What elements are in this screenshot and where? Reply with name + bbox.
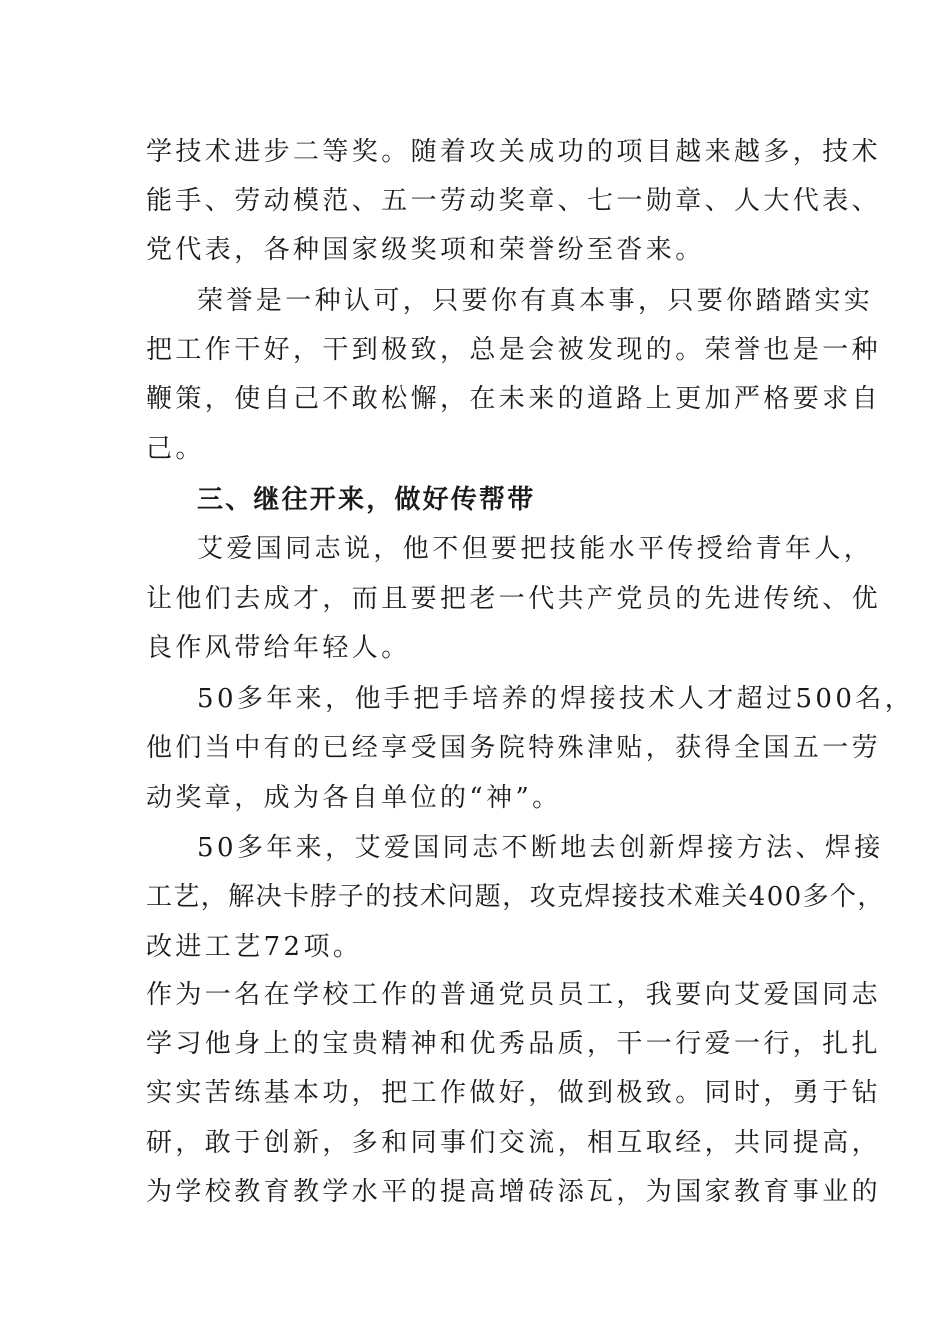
text-line: 作为一名在学校工作的普通党员员工，我要向艾爱国同志 [146, 980, 882, 1010]
text-line: 把工作干好，干到极致，总是会被发现的。荣誉也是一种 [146, 335, 882, 365]
text-line: 良作风带给年轻人。 [146, 633, 411, 663]
text-line: 工艺，解决卡脖子的技术问题，攻克焊接技术难关400多个， [146, 882, 885, 912]
text-line: 改进工艺72项。 [146, 932, 363, 962]
text-line: 为学校教育教学水平的提高增砖添瓦，为国家教育事业的 [146, 1177, 882, 1207]
text-line: 己。 [146, 434, 205, 464]
text-line: 50多年来，他手把手培养的焊接技术人才超过500名， [197, 684, 915, 714]
text-line: 动奖章，成为各自单位的“神”。 [146, 783, 562, 813]
section-heading: 三、继往开来，做好传帮带 [197, 485, 536, 515]
text-line: 让他们去成才，而且要把老一代共产党员的先进传统、优 [146, 584, 882, 614]
text-line: 研，敢于创新，多和同事们交流，相互取经，共同提高， [146, 1128, 882, 1158]
text-line: 鞭策，使自己不敢松懈，在未来的道路上更加严格要求自 [146, 384, 882, 414]
text-line: 学技术进步二等奖。随着攻关成功的项目越来越多，技术 [146, 137, 882, 167]
text-line: 50多年来，艾爱国同志不断地去创新焊接方法、焊接 [197, 833, 884, 863]
text-line: 艾爱国同志说，他不但要把技能水平传授给青年人， [197, 534, 874, 564]
text-line: 能手、劳动模范、五一劳动奖章、七一勋章、人大代表、 [146, 186, 882, 216]
text-line: 学习他身上的宝贵精神和优秀品质，干一行爱一行，扎扎 [146, 1029, 882, 1059]
text-line: 实实苦练基本功，把工作做好，做到极致。同时，勇于钻 [146, 1078, 882, 1108]
text-line: 荣誉是一种认可，只要你有真本事，只要你踏踏实实 [197, 286, 874, 316]
text-line: 党代表，各种国家级奖项和荣誉纷至沓来。 [146, 235, 705, 265]
text-line: 他们当中有的已经享受国务院特殊津贴，获得全国五一劳 [146, 733, 882, 763]
